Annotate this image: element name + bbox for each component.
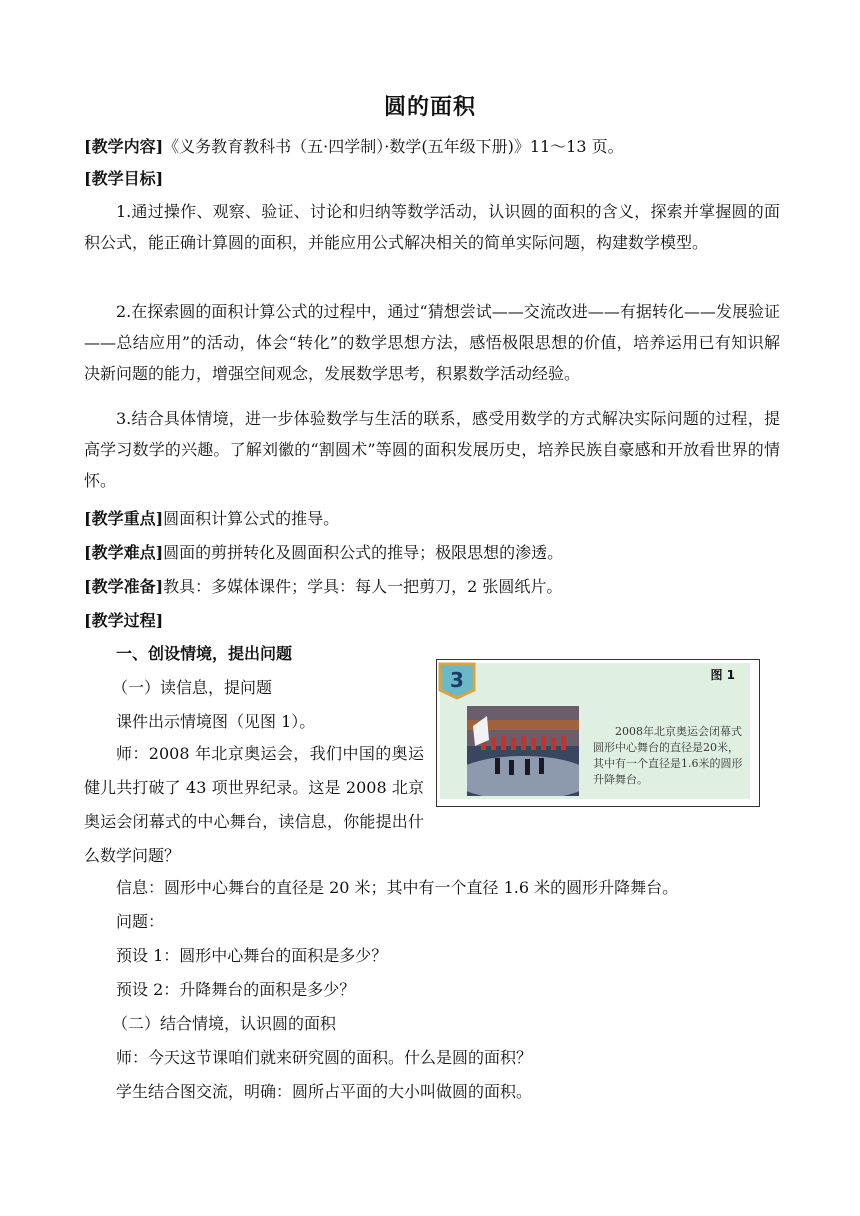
info-line: 信息：圆形中心舞台的直径是 20 米；其中有一个直径 1.6 米的圆形升降舞台。	[116, 878, 679, 897]
process-label: [教学过程]	[84, 611, 164, 630]
preset-1-line: 预设 1：圆形中心舞台的面积是多少？	[116, 946, 388, 965]
difficulty-line	[84, 541, 563, 565]
page-title: 圆的面积	[383, 94, 476, 120]
courseware-line: 课件出示情境图（见图 1）。	[116, 712, 316, 731]
key-point-line	[84, 507, 339, 531]
teaching-content-text: 《义务教育教科书（五·四学制）·数学(五年级下册)》11～13 页。	[163, 137, 624, 156]
teacher-paragraph-1: 师：2008 年北京奥运会，我们中国的奥运健儿共打破了 43 项世界纪录。这是 2008 北京奥运会闭幕式的中心舞台，读信息，你能提出什么数学问题？	[84, 744, 424, 865]
question-line: 问题：	[116, 912, 165, 931]
goal-item-3: 3.结合具体情境，进一步体验数学与生活的联系，感受用数学的方式解决实际问题的过程，提高学习数学的兴趣。了解刘徽的“割圆术”等圆的面积发展历史，培养民族自豪感和开放看世界的情怀。	[84, 409, 780, 490]
goal-item-1: 1.通过操作、观察、验证、讨论和归纳等数学活动，认识圆的面积的含义，探索并掌握圆的面积公式，能正确计算圆的面积，并能应用公式解决相关的简单实际问题，构建数学模型。	[84, 202, 780, 252]
teaching-content-label: [教学内容]	[84, 137, 164, 156]
teacher-line-2: 师：今天这节课咱们就来研究圆的面积。什么是圆的面积？	[116, 1048, 533, 1067]
figure-caption: 2008年北京奥运会闭幕式圆形中心舞台的直径是20米，其中有一个直径是1.6米的圆形升降舞台。	[593, 725, 743, 786]
subsection-heading-1: （一）读信息，提问题	[112, 678, 273, 697]
badge-number: 3	[450, 668, 464, 692]
preparation-text: 教具：多媒体课件；学具：每人一把剪刀，2 张圆纸片。	[163, 577, 563, 596]
student-line: 学生结合图交流，明确：圆所占平面的大小叫做圆的面积。	[116, 1082, 533, 1101]
teaching-goals-label: [教学目标]	[84, 169, 164, 188]
teaching-content-line	[84, 135, 624, 159]
difficulty-text: 圆面的剪拼转化及圆面积公式的推导；极限思想的渗透。	[163, 543, 564, 562]
preset-2-line: 预设 2：升降舞台的面积是多少？	[116, 980, 356, 999]
preparation-label: [教学准备]	[84, 577, 164, 596]
number-badge-icon	[437, 660, 477, 700]
closing-ceremony-photo	[467, 706, 579, 796]
goal-item-2: 2.在探索圆的面积计算公式的过程中，通过“猜想尝试——交流改进——有据转化——发展验证——总结应用”的活动，体会“转化”的数学思想方法，感悟极限思想的价值，培养运用已有知识解决新问题的能力，增强空间观念，发展数学思考，积累数学活动经验。	[84, 302, 780, 383]
subsection-heading-2: （二）结合情境，认识圆的面积	[112, 1014, 337, 1033]
preparation-line	[84, 575, 562, 599]
difficulty-label: [教学难点]	[84, 543, 164, 562]
section-heading-1: 一、创设情境，提出问题	[116, 644, 293, 663]
key-point-text: 圆面积计算公式的推导。	[163, 509, 340, 528]
figure-1	[436, 659, 760, 807]
key-point-label: [教学重点]	[84, 509, 164, 528]
figure-label: 图 1	[710, 668, 735, 682]
